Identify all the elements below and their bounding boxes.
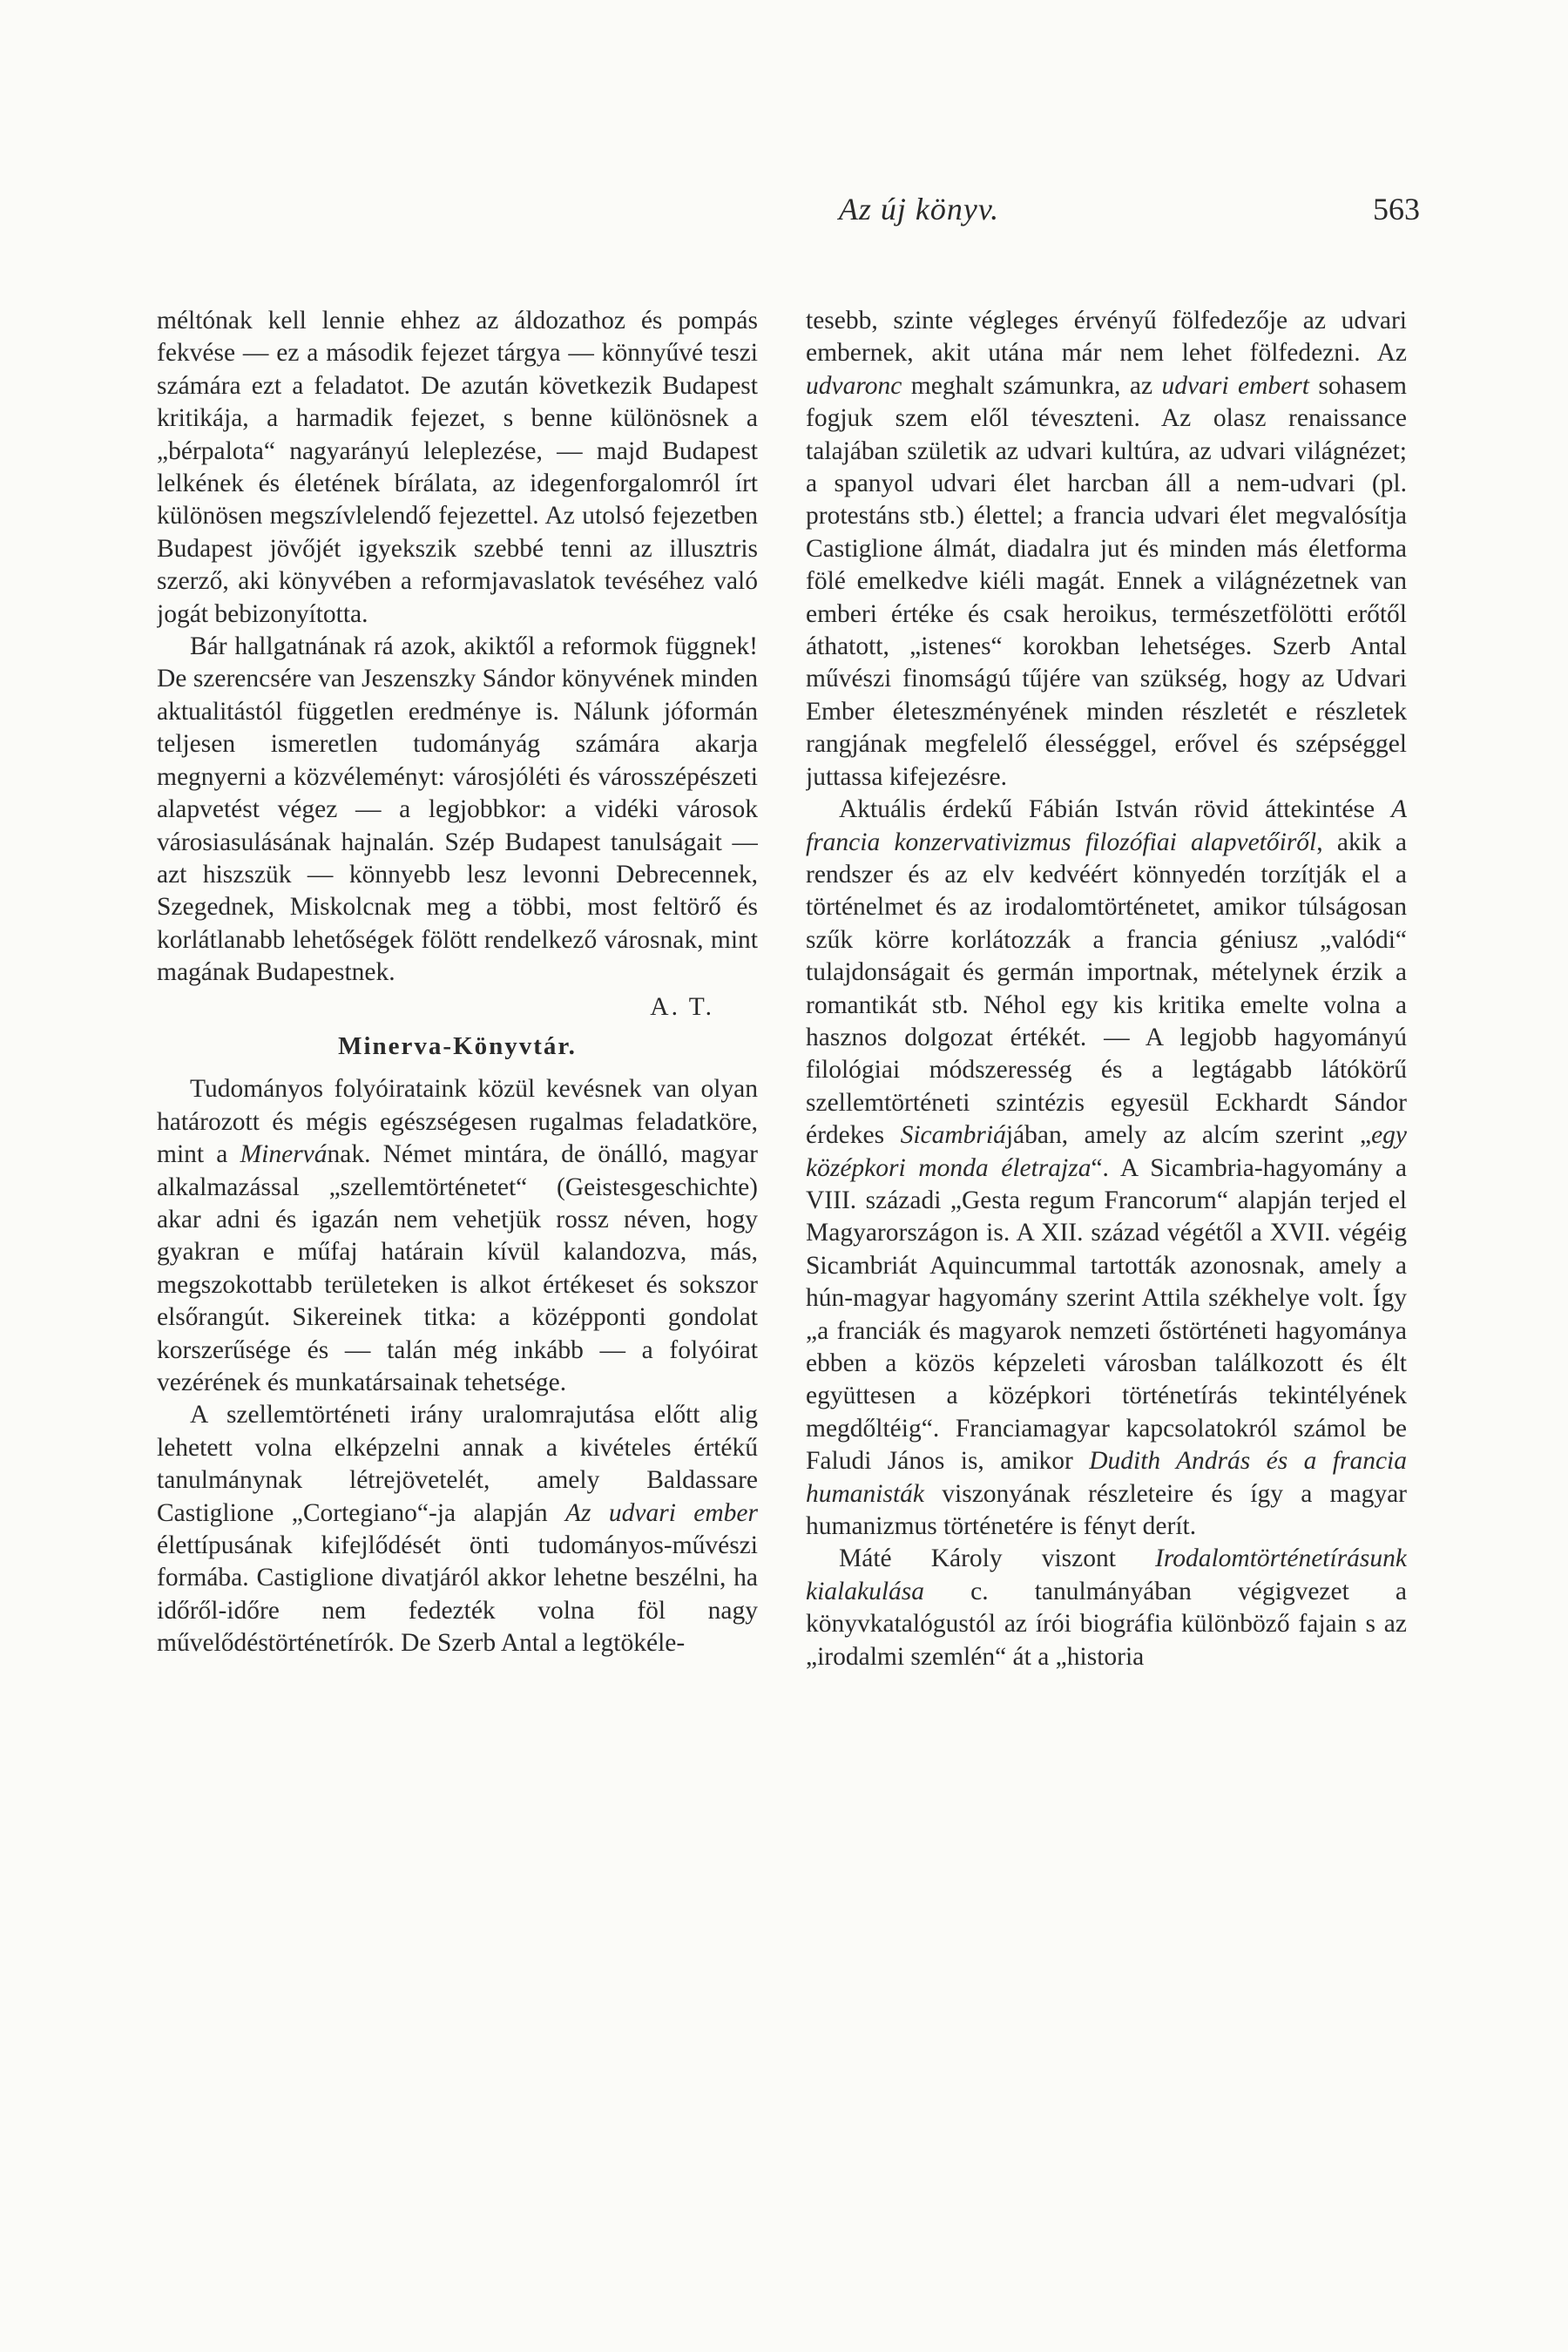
text-run: élettípusának kifejlődését önti tudományos-művészi formába. Castiglione divatjáról akkor lehetne beszélni, ha időről-időre nem fedezték volna föl nagy művelődéstörténetírók. De Szerb Antal a legtökéle- [157,1531,758,1658]
running-title: Az új könyv. [838,192,1000,226]
text-run: “. A Sicambria-hagyomány a VIII. századi „Gesta regum Francorum“ alapján terjed el Magyarországon is. A XII. század végétől a XVII. végéig Sicambriát Aquincummal tartották azonosnak, amely a hún-magyar hagyomány szerint Attila székhelye volt. Így „a franciák és magyarok nemzeti őstörténeti hagyománya ebben a közös képzeleti városban találkozott és élt együttesen a középkori történetírás tekintélyének megdőltéig“. Franciamagyar kapcsolatokról számol be Faludi János is, amikor [806,1153,1407,1476]
text-run: viszonyának részleteire és így a magyar humanizmus történetére is fényt derít. [806,1479,1407,1541]
author-signature: A. T. [650,992,714,1021]
left-column [157,305,758,2308]
running-head [0,190,1568,228]
right-column [806,305,1407,2308]
text-run: meghalt számunkra, az [902,371,1162,400]
text-run: Tudományos folyóirataink közül kevésnek van olyan határozott és mégis egészségesen rugalmas feladatköre, mint a [157,1075,758,1169]
italic-title: Sicambriá [900,1121,1006,1150]
page-number: 563 [1373,192,1420,226]
paragraph [157,1399,758,1659]
text-run: tesebb, szinte végleges érvényű fölfedezője az udvari embernek, akit utána már nem lehet fölfedezni. Az [806,307,1407,368]
paragraph [806,794,1407,1543]
italic-title: Irodalomtörténetírásunk kialakulása [806,1544,1407,1605]
italic-title: Az udvari ember [565,1498,758,1527]
text-run: sohasem fogjuk szem elől téveszteni. Az olasz renaissance talajában születik az udvari kultúra, az udvari világnézet; a spanyol udvari élet harcban áll a nem-udvari (pl. protestáns stb.) élettel; a francia udvari élet megvalósítja Castiglione álmát, diadalra jut és minden más életforma fölé emelkedve kiéli magát. Ennek a világnézetnek van emberi értéke és csak heroikus, természetfölötti erőtől áthatott, „istenes“ korokban lehetséges. Szerb Antal művészi finomságú tűjére van szükség, hogy az Udvari Ember életeszményének minden részletét e részletek rangjának megfelelő élességgel, erővel és szépséggel juttassa kifejezésre. [806,371,1407,791]
text-run: Aktuális érdekű Fábián István rövid áttekintése [839,795,1391,824]
italic-text: udvari embert [1161,371,1309,400]
text-run: jában, amely az alcím szerint „ [1005,1121,1372,1150]
paragraph: Bár hallgatnának rá azok, akiktől a reformok függnek! De szerencsére van Jeszenszky Sándor könyvének minden aktualitástól független eredménye is. Nálunk jóformán teljesen ismeretlen tudományág számára akarja megnyerni a közvéleményt: városjóléti és városszépészeti alapvetést végez — a legjobbkor: a vidéki városok városiasulásának hajnalán. Szép Budapest tanulságait — azt hiszszük — könnyebb lesz levonni Debrecennek, Szegednek, Miskolcnak meg a többi, most feltörő és korlátlanabb lehetőségek fölött rendelkező városnak, mint magának Budapestnek. [157,632,758,987]
italic-title: Minervá [240,1140,328,1169]
text-run: Máté Károly viszont [839,1544,1156,1573]
section-title: Minerva-Könyvtár. [338,1031,577,1060]
text-run: A szellemtörténeti irány uralomrajutása előtt alig lehetett volna elképzelni annak a kivételes értékű tanulmánynak létrejövetelét, amely Baldassare Castiglione „Cortegiano“-ja alapján [157,1401,758,1527]
paragraph [806,305,1407,794]
text-run: nak. Német mintára, de önálló, magyar alkalmazással „szellemtörténetet“ (Geistesgeschichte) akar adni és igazán nem vehetjük rossz néven, hogy gyakran e műfaj határain kívül kalandozva, más, megszokottabb területeken is alkot értékeset és sokszor elsőrangút. Sikereinek titka: a középponti gondolat korszerűsége és — talán még inkább — a folyóirat vezérének és munkatársainak tehetsége. [157,1140,758,1396]
text-run: c. tanulmányában végigvezet a könyvkatalógustól az írói biográfia különböző fajain s az „irodalmi szemlén“ át a „historia [806,1577,1407,1671]
paragraph [157,1073,758,1399]
paragraph [806,1543,1407,1673]
italic-title: Dudith András és a francia humanisták [806,1447,1407,1508]
paragraph: méltónak kell lennie ehhez az áldozathoz és pompás fekvése — ez a második fejezet tárgya — könnyűvé teszi számára ezt a feladatot. De azután következik Budapest kritikája, a harmadik fejezet, s benne különösnek a „bérpalota“ nagyarányú leleplezése, — majd Budapest lelkének és életének bírálata, az idegenforgalomról írt különösen megszívlelendő fejezettel. Az utolsó fejezetben Budapest jövőjét igyekszik szebbé tenni az illusztris szerző, aki könyvében a reformjavaslatok tevéséhez való jogát bebizonyította. [157,307,758,628]
italic-text: udvaronc [806,371,902,400]
text-run: , akik a rendszer és az elv kedvéért könnyedén torzítják el a történelmet és az irodalomtörténetet, amikor túlságosan szűk körre korlátozzák a francia géniusz „valódi“ tulajdonságait és germán importnak, mételynek érzik a romantikát stb. Néhol egy kis kritika emelte volna a hasznos dolgozat értékét. — A legjobb hagyományú filológiai módszeresség és a legtágabb látókörű szellemtörténeti szintézis egyesül Eckhardt Sándor érdekes [806,828,1407,1150]
italic-title: egy középkori monda életrajza [806,1121,1407,1182]
italic-title: A francia konzervativizmus filozófiai alapvetőiről [806,795,1407,856]
